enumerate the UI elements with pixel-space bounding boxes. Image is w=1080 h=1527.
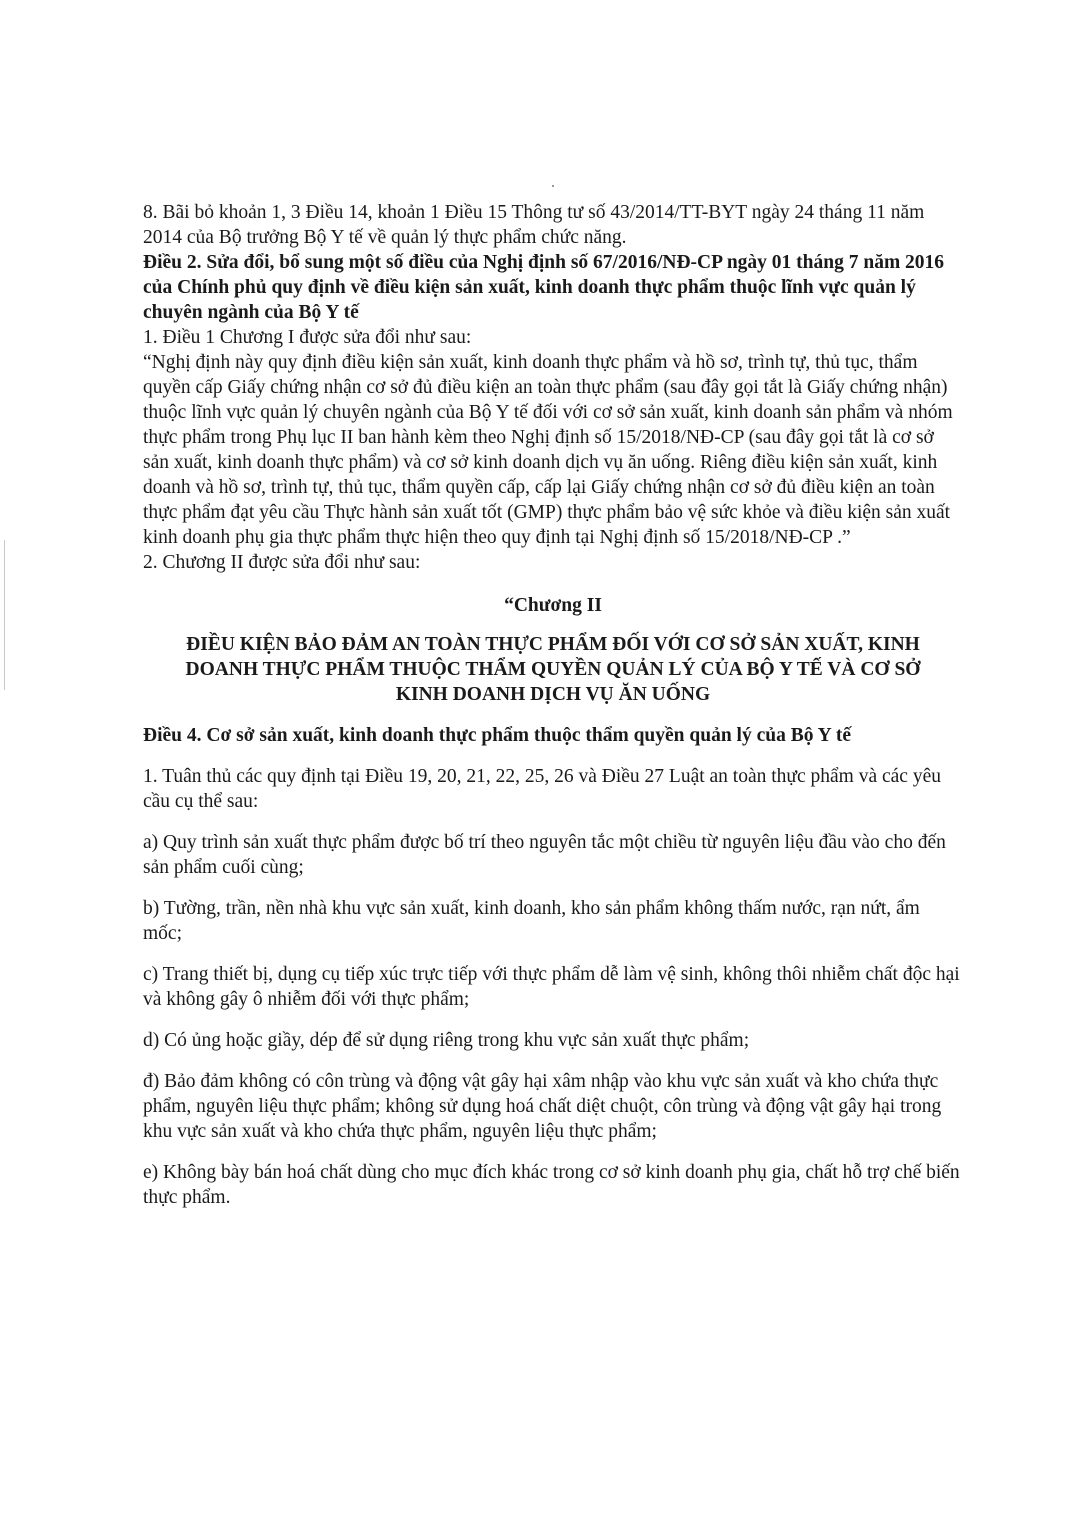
paragraph-item-8: 8. Bãi bỏ khoản 1, 3 Điều 14, khoản 1 Điều 15 Thông tư số 43/2014/TT-BYT ngày 24 tháng 11 năm 2014 của Bộ trưởng Bộ Y tế về quản lý thực phẩm chức năng. <box>143 202 925 248</box>
scan-speck <box>552 185 554 187</box>
article-2-heading: Điều 2. Sửa đổi, bổ sung một số điều của Nghị định số 67/2016/NĐ-CP ngày 01 tháng 7 năm 2016 của Chính phủ quy định về điều kiện sản xuất, kinh doanh thực phẩm thuộc lĩnh vực quản lý chuyên ngành của Bộ Y tế <box>143 252 945 323</box>
article-4-point-a: a) Quy trình sản xuất thực phẩm được bố trí theo nguyên tắc một chiều từ nguyên liệu đầu vào cho đến sản phẩm cuối cùng; <box>143 832 946 878</box>
chapter-heading: ĐIỀU KIỆN BẢO ĐẢM AN TOÀN THỰC PHẨM ĐỐI VỚI CƠ SỞ SẢN XUẤT, KINH DOANH THỰC PHẨM THUỘC THẨM QUYỀN QUẢN LÝ CỦA BỘ Y TẾ VÀ CƠ SỞ KINH DOANH DỊCH VỤ ĂN UỐNG <box>185 634 921 705</box>
clause-1-intro: 1. Điều 1 Chương I được sửa đổi như sau: <box>143 327 472 348</box>
article-4-point-b: b) Tường, trần, nền nhà khu vực sản xuất, kinh doanh, kho sản phẩm không thấm nước, rạn nứt, ẩm mốc; <box>143 898 920 944</box>
chapter-title: “Chương II <box>504 595 602 616</box>
document-body <box>143 200 963 1226</box>
scan-edge-line <box>4 540 5 690</box>
article-4-clause-1: 1. Tuân thủ các quy định tại Điều 19, 20, 21, 22, 25, 26 và Điều 27 Luật an toàn thực phẩm và các yêu cầu cụ thể sau: <box>143 766 941 812</box>
article-4-point-dd: đ) Bảo đảm không có côn trùng và động vật gây hại xâm nhập vào khu vực sản xuất và kho chứa thực phẩm, nguyên liệu thực phẩm; không sử dụng hoá chất diệt chuột, côn trùng và động vật gây hại trong khu vực sản xuất và kho chứa thực phẩm, nguyên liệu thực phẩm; <box>143 1071 942 1142</box>
article-4-point-e: e) Không bày bán hoá chất dùng cho mục đích khác trong cơ sở kinh doanh phụ gia, chất hỗ trợ chế biến thực phẩm. <box>143 1162 960 1208</box>
quoted-article-1-text: “Nghị định này quy định điều kiện sản xuất, kinh doanh thực phẩm và hồ sơ, trình tự, thủ tục, thẩm quyền cấp Giấy chứng nhận cơ sở đủ điều kiện an toàn thực phẩm (sau đây gọi tắt là Giấy chứng nhận) thuộc lĩnh vực quản lý chuyên ngành của Bộ Y tế đối với cơ sở sản xuất, kinh doanh sản phẩm và nhóm thực phẩm trong Phụ lục II ban hành kèm theo Nghị định số 15/2018/NĐ-CP (sau đây gọi tắt là cơ sở sản xuất, kinh doanh thực phẩm) và cơ sở kinh doanh dịch vụ ăn uống. Riêng điều kiện sản xuất, kinh doanh và hồ sơ, trình tự, thủ tục, thẩm quyền cấp, cấp lại Giấy chứng nhận cơ sở đủ điều kiện an toàn thực phẩm đạt yêu cầu Thực hành sản xuất tốt (GMP) thực phẩm bảo vệ sức khỏe và điều kiện sản xuất kinh doanh phụ gia thực phẩm thực hiện theo quy định tại Nghị định số 15/2018/NĐ-CP .” <box>143 352 953 548</box>
article-4-point-d: d) Có ủng hoặc giầy, dép để sử dụng riêng trong khu vực sản xuất thực phẩm; <box>143 1030 750 1051</box>
article-4-point-c: c) Trang thiết bị, dụng cụ tiếp xúc trực tiếp với thực phẩm dễ làm vệ sinh, không thôi nhiễm chất độc hại và không gây ô nhiễm đối với thực phẩm; <box>143 964 960 1010</box>
clause-2-intro: 2. Chương II được sửa đổi như sau: <box>143 552 421 573</box>
article-4-heading: Điều 4. Cơ sở sản xuất, kinh doanh thực phẩm thuộc thẩm quyền quản lý của Bộ Y tế <box>143 725 852 746</box>
